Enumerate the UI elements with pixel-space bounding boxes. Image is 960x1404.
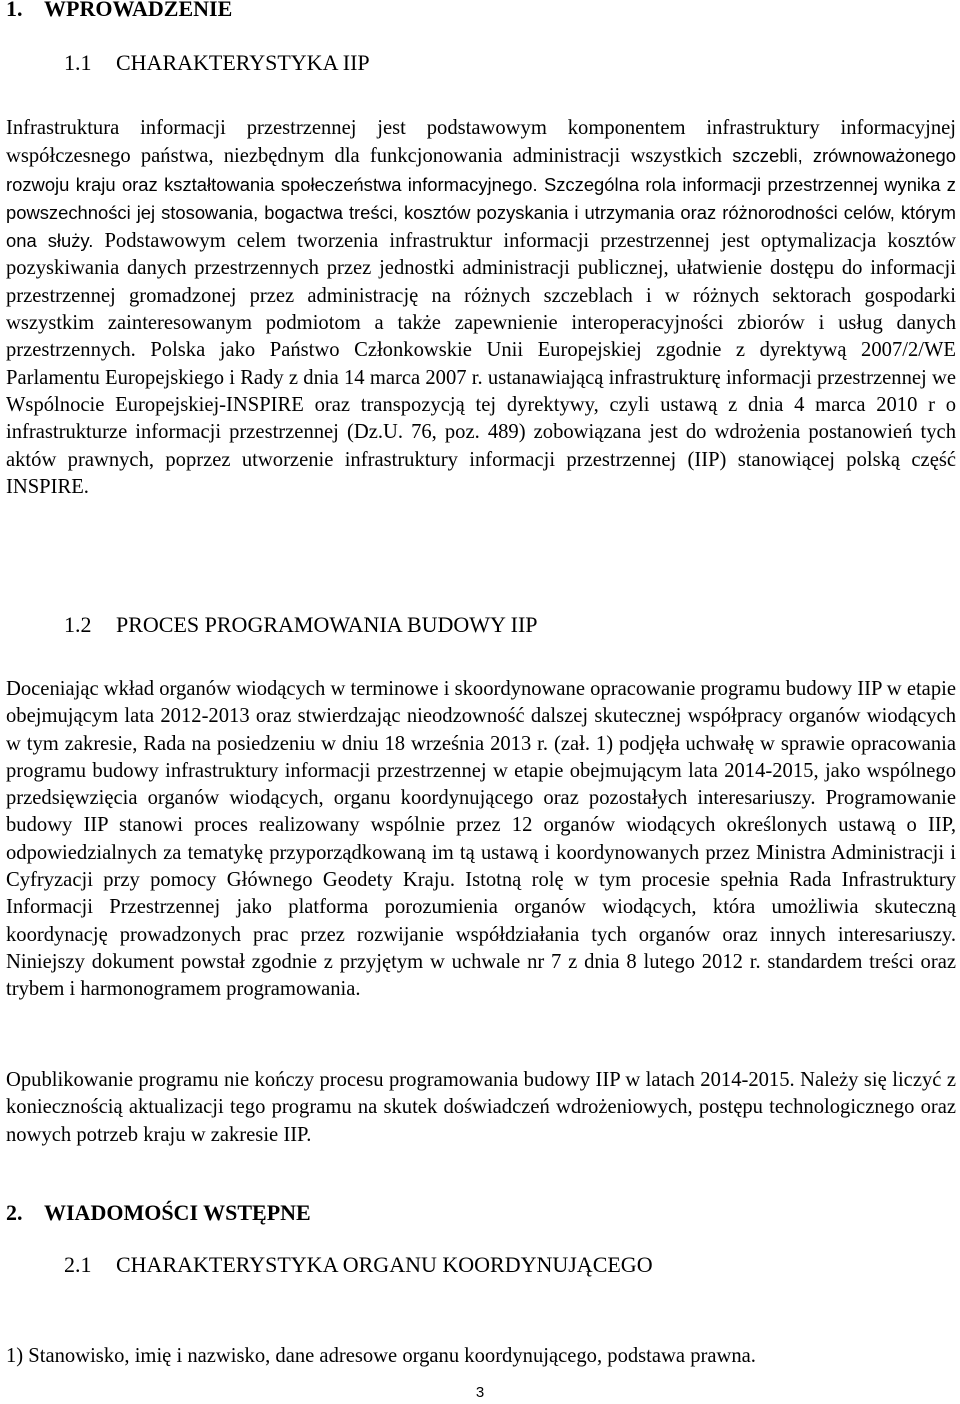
section-heading-1 (6, 0, 232, 22)
paragraph-text-sans: szczebli, zrównoważonego rozwoju kraju oraz kształtowania społeczeństwa informacyjnego. Szczególna rola informacji przestrzennej wynika z powszechności jej stosowania, bogactwa treści, kosztów pozyskania i utrzymania oraz różnorodności celów, którym ona służy. (6, 145, 956, 252)
section-heading-1-1 (64, 50, 370, 76)
section-title: CHARAKTERYSTYKA ORGANU KOORDYNUJĄCEGO (116, 1252, 653, 1277)
paragraph-publication-note: Opublikowanie programu nie kończy procesu programowania budowy IIP w latach 2014-2015. Należy się liczyć z koniecznością aktualizacji tego programu na skutek doświadczeń wdrożeniowych, postępu technologicznego oraz nowych potrzeb kraju w zakresie IIP. (6, 1069, 956, 1146)
section-number: 1.1 (64, 50, 92, 75)
paragraph-text-serif: Infrastruktura informacji przestrzennej jest podstawowym komponentem infrastruktury informacyjnej współczesnego państwa, niezbędnym dla funkcjonowania administracji wszystkich (6, 117, 956, 168)
section-title: WPROWADZENIE (44, 0, 233, 21)
section-number: 2. (6, 1200, 23, 1225)
section-title: PROCES PROGRAMOWANIA BUDOWY IIP (116, 612, 538, 637)
section-heading-2-1 (64, 1252, 653, 1278)
section-number: 1.2 (64, 612, 92, 637)
paragraph-programming-process: Doceniając wkład organów wiodących w terminowe i skoordynowane opracowanie programu budowy IIP w etapie obejmującym lata 2012-2013 oraz stwierdzając nieodzowność dalszej skutecznej współpracy organów wiodących w tym zakresie, Rada na posiedzeniu w dniu 18 września 2013 r. (zał. 1) podjęła uchwałę w sprawie opracowania programu budowy infrastruktury informacji przestrzennej w etapie obejmującym lata 2014-2015, jako wspólnego przedsięwzięcia organów wiodących, organu koordynującego oraz pozostałych interesariuszy. Programowanie budowy IIP stanowi proces realizowany wspólnie przez 12 organów wiodących określonych ustawą o IIP, odpowiedzialnych za tematykę przyporządkowaną im tą ustawą i koordynowanych przez Ministra Administracji i Cyfryzacji przy pomocy Głównego Geodety Kraju. Istotną rolę w tym procesie spełnia Rada Infrastruktury Informacji Przestrzennej jako platforma porozumienia organów wiodących, która umożliwia skuteczną koordynację prowadzonych prac przez rozwijanie współdziałania tych organów oraz innych interesariuszy. Niniejszy dokument powstał zgodnie z przyjętym w uchwale nr 7 z dnia 8 lutego 2012 r. standardem treści oraz trybem i harmonogramem programowania. (6, 678, 956, 1001)
page-number: 3 (475, 1384, 485, 1401)
section-title: CHARAKTERYSTYKA IIP (116, 50, 370, 75)
section-heading-1-2 (64, 612, 538, 638)
section-title: WIADOMOŚCI WSTĘPNE (44, 1200, 311, 1225)
list-item-coordinating-body: 1) Stanowisko, imię i nazwisko, dane adresowe organu koordynującego, podstawa prawna. (6, 1345, 756, 1367)
section-heading-2 (6, 1200, 311, 1226)
paragraph-text-continued: Podstawowym celem tworzenia infrastruktur informacji przestrzennej jest optymalizacja kosztów pozyskiwania danych przestrzennych przez jednostki administracji publicznej, ułatwienie dostępu do informacji przestrzennej gromadzonej przez administrację na różnych szczeblach i w różnych sektorach gospodarki wszystkim zainteresowanym podmiotom a także zapewnienie interoperacyjności zbiorów i usług danych przestrzennych. Polska jako Państwo Członkowskie Unii Europejskiej zgodnie z dyrektywą 2007/2/WE Parlamentu Europejskiego i Rady z dnia 14 marca 2007 r. ustanawiającą infrastrukturę informacji przestrzennej we Wspólnocie Europejskiej-INSPIRE oraz transpozycją tej dyrektywy, czyli ustawą z dnia 4 marca 2010 r o infrastrukturze informacji przestrzennej (Dz.U. 76, poz. 489) zobowiązana jest do wdrożenia postanowień tych aktów prawnych, poprzez utworzenie infrastruktury informacji przestrzennej (IIP) stanowiącej polską część INSPIRE. (6, 230, 956, 498)
section-number: 2.1 (64, 1252, 92, 1277)
paragraph-iip-characteristics (6, 115, 956, 501)
section-number: 1. (6, 0, 23, 21)
